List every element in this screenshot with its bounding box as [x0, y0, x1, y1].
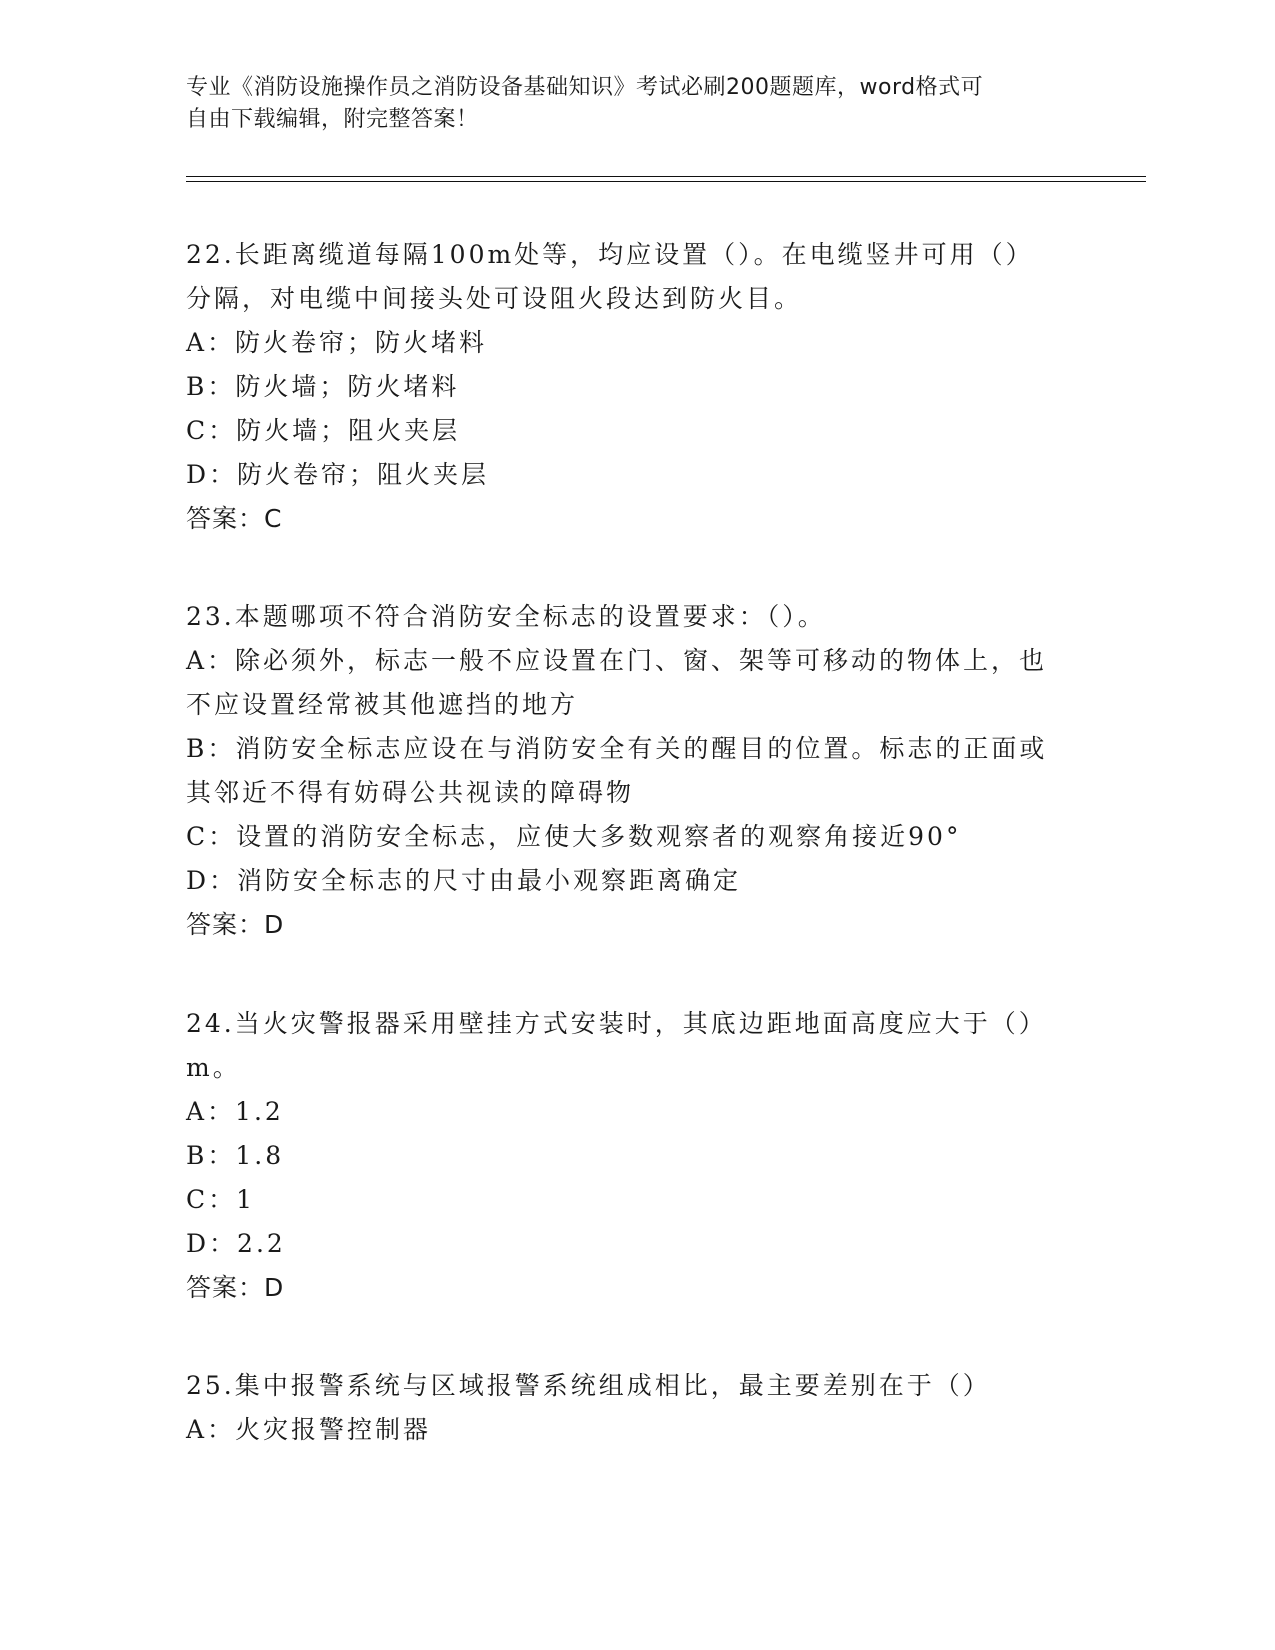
option-c: C：1: [186, 1185, 256, 1214]
question-stem: m。: [186, 1053, 241, 1082]
option-a: A：防火卷帘；防火堵料: [186, 328, 488, 357]
question-23: [186, 595, 1066, 947]
question-25: [186, 1364, 1066, 1452]
option-a: A：1.2: [186, 1097, 284, 1126]
answer: 答案：C: [186, 504, 283, 533]
option-b: B：防火墙；防火堵料: [186, 372, 460, 401]
option-c: C：设置的消防安全标志，应使大多数观察者的观察角接近90°: [186, 822, 962, 851]
header-divider-top: [186, 176, 1146, 177]
option-b-continued: 其邻近不得有妨碍公共视读的障碍物: [186, 778, 635, 807]
question-stem: 25.集中报警系统与区域报警系统组成相比，最主要差别在于（）: [186, 1371, 991, 1400]
answer: 答案：D: [186, 910, 285, 939]
question-stem: 23.本题哪项不符合消防安全标志的设置要求：（）。: [186, 602, 826, 631]
header-divider-bottom: [186, 181, 1146, 182]
option-a: A：火灾报警控制器: [186, 1415, 432, 1444]
question-stem: 分隔，对电缆中间接头处可设阻火段达到防火目。: [186, 284, 803, 313]
option-b: B：1.8: [186, 1141, 285, 1170]
header-line-2: 自由下载编辑，附完整答案！: [186, 107, 479, 132]
header-line-1: 专业《消防设施操作员之消防设备基础知识》考试必刷200题题库，word格式可: [186, 75, 984, 100]
option-d: D：消防安全标志的尺寸由最小观察距离确定: [186, 866, 742, 895]
option-d: D：防火卷帘；阻火夹层: [186, 460, 490, 489]
question-22: [186, 233, 1066, 541]
option-b: B：消防安全标志应设在与消防安全有关的醒目的位置。标志的正面或: [186, 734, 1048, 763]
question-stem: 22.长距离缆道每隔100m处等，均应设置（）。在电缆竖井可用（）: [186, 240, 1034, 269]
answer: 答案：D: [186, 1273, 285, 1302]
option-a-continued: 不应设置经常被其他遮挡的地方: [186, 690, 579, 719]
option-a: A：除必须外，标志一般不应设置在门、窗、架等可移动的物体上，也: [186, 646, 1048, 675]
option-d: D：2.2: [186, 1229, 286, 1258]
document-header: [186, 72, 1066, 136]
question-stem: 24.当火灾警报器采用壁挂方式安装时，其底边距地面高度应大于（）: [186, 1009, 1047, 1038]
option-c: C：防火墙；阻火夹层: [186, 416, 461, 445]
question-24: [186, 1002, 1066, 1310]
